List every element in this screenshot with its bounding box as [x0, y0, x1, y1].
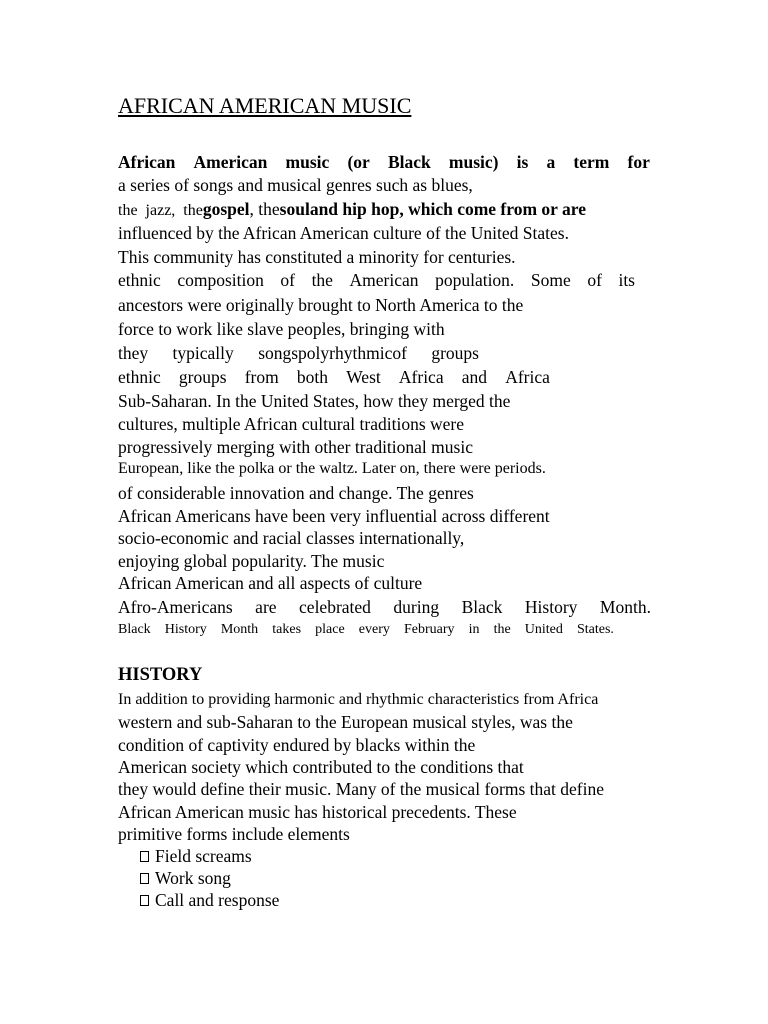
bullet-item: [140, 846, 252, 867]
intro-line-3-d: souland hip hop, which come from or are: [279, 199, 586, 219]
word: (or: [347, 152, 370, 172]
intro-line-3-b: gospel: [202, 199, 250, 219]
word: American: [193, 152, 268, 172]
intro-line-17: socio-economic and racial classes internationally,: [118, 528, 465, 548]
intro-line-3-a: the jazz, the: [118, 202, 203, 219]
intro-line-18: enjoying global popularity. The music: [118, 551, 385, 571]
bullet-box-icon: [140, 851, 149, 862]
word: West: [346, 367, 381, 387]
word: music: [285, 152, 330, 172]
word: Afro-Americans: [118, 597, 233, 617]
bullet-label: Field screams: [155, 846, 252, 866]
intro-line-16: African Americans have been very influential across different: [118, 506, 550, 526]
word: History: [524, 597, 578, 617]
word: in: [468, 622, 480, 637]
word: is: [516, 152, 529, 172]
word: Month.: [599, 597, 651, 617]
intro-line-10: [118, 366, 550, 388]
word: composition: [177, 270, 264, 290]
history-line-3: condition of captivity endured by blacks within the: [118, 735, 476, 755]
history-line-2: western and sub-Saharan to the European musical styles, was the: [118, 712, 573, 732]
intro-line-9: [118, 342, 479, 364]
word: Africa: [505, 367, 550, 387]
word: United: [524, 622, 563, 637]
bullet-item: [140, 868, 231, 889]
history-heading: HISTORY: [118, 665, 203, 685]
intro-line-12: cultures, multiple African cultural traditions were: [118, 414, 465, 434]
word: Africa: [398, 367, 444, 387]
word: the: [311, 270, 333, 290]
history-line-6: African American music has historical precedents. These: [118, 802, 517, 822]
word: during: [393, 597, 440, 617]
intro-line-15: of considerable innovation and change. The genres: [118, 483, 474, 503]
word: History: [164, 622, 207, 637]
word: are: [255, 597, 277, 617]
word: American: [349, 270, 419, 290]
intro-line-5: This community has constituted a minority for centuries.: [118, 247, 516, 267]
intro-line-2: a series of songs and musical genres such as blues,: [118, 175, 473, 195]
word: ethnic: [118, 270, 161, 290]
word: groups: [431, 343, 479, 363]
history-line-1: In addition to providing harmonic and rhythmic characteristics from Africa: [118, 691, 599, 708]
word: the: [493, 622, 511, 637]
word: takes: [272, 622, 302, 637]
word: music): [448, 152, 499, 172]
intro-line-6: [118, 269, 635, 291]
intro-line-8: force to work like slave peoples, bringing with: [118, 319, 445, 339]
word: both: [296, 367, 329, 387]
bullet-box-icon: [140, 895, 149, 906]
word: population.: [435, 270, 515, 290]
intro-line-4: influenced by the African American culture of the United States.: [118, 223, 569, 243]
history-line-5: they would define their music. Many of the musical forms that define: [118, 779, 604, 799]
intro-line-3: [118, 198, 586, 222]
word: for: [627, 152, 650, 172]
word: they: [118, 343, 149, 363]
word: ethnic: [118, 367, 161, 387]
history-line-4: American society which contributed to the conditions that: [118, 757, 524, 777]
word: every: [358, 622, 390, 637]
word: Black: [461, 597, 503, 617]
intro-line-7: ancestors were originally brought to North America to the: [118, 295, 524, 315]
word: African: [118, 152, 176, 172]
bullet-label: Call and response: [155, 890, 280, 910]
intro-line-1: [118, 151, 650, 173]
word: songspolyrhythmicof: [258, 343, 407, 363]
bullet-label: Work song: [155, 868, 231, 888]
word: celebrated: [299, 597, 371, 617]
word: of: [587, 270, 602, 290]
bullet-box-icon: [140, 873, 149, 884]
word: Black: [387, 152, 431, 172]
history-line-7: primitive forms include elements: [118, 824, 350, 844]
word: term: [573, 152, 610, 172]
intro-line-14: European, like the polka or the waltz. Later on, there were periods.: [118, 460, 546, 477]
intro-line-20: [118, 596, 651, 618]
word: of: [280, 270, 295, 290]
word: and: [461, 367, 488, 387]
word: its: [618, 270, 635, 290]
document-title: AFRICAN AMERICAN MUSIC: [118, 93, 412, 118]
intro-line-3-c: , the: [249, 199, 280, 219]
intro-line-13: progressively merging with other traditional music: [118, 437, 473, 457]
word: States.: [576, 622, 614, 637]
word: Month: [220, 622, 259, 637]
word: Black: [118, 622, 151, 637]
word: from: [244, 367, 279, 387]
word: Some: [530, 270, 571, 290]
word: typically: [172, 343, 234, 363]
word: place: [315, 622, 345, 637]
bullet-item: [140, 890, 279, 911]
intro-line-19: African American and all aspects of culture: [118, 573, 423, 593]
word: groups: [178, 367, 227, 387]
word: a: [546, 152, 556, 172]
intro-line-21: [118, 619, 614, 641]
intro-line-11: Sub-Saharan. In the United States, how they merged the: [118, 391, 511, 411]
word: February: [403, 622, 455, 637]
